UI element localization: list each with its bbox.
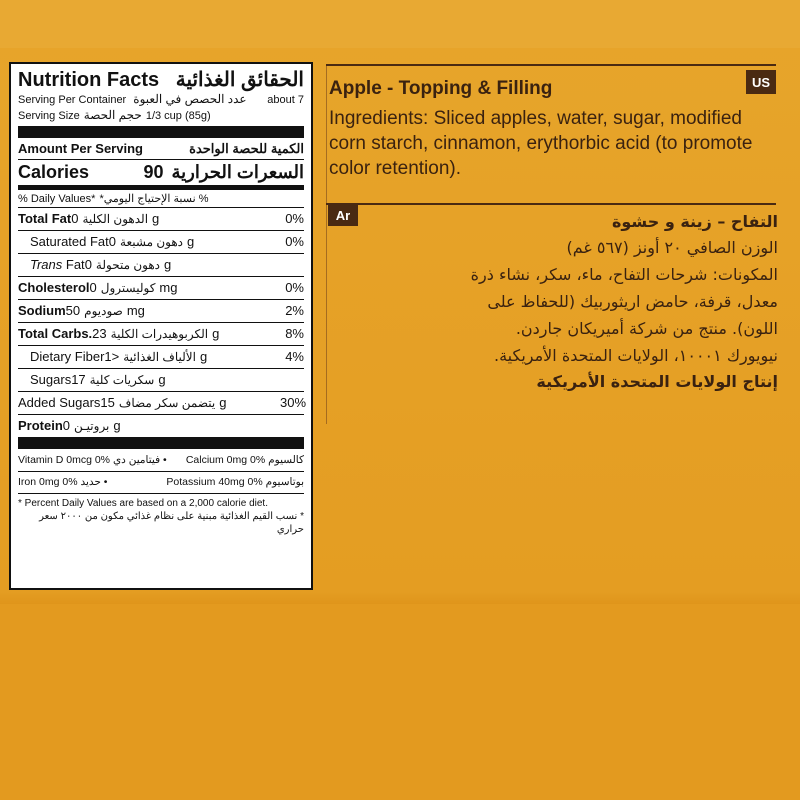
arabic-divider: [326, 203, 776, 205]
serving-size-value: 1/3 cup (85g): [145, 110, 211, 122]
footnote: [18, 494, 304, 536]
calories-row: [18, 160, 304, 184]
nutrient-label-ar: يتضمن سكر مضاف: [118, 396, 216, 410]
nutrient-row-sugars: [18, 368, 304, 391]
nutrient-label-ar: الدهون الكلية: [82, 212, 149, 226]
serving-size-label-ar: حجم الحصة: [83, 108, 142, 122]
medium-divider: [18, 185, 304, 190]
nutrient-label-en: Dietary Fiber: [30, 349, 105, 364]
nutrient-label-ar: دهون متحولة: [95, 258, 161, 272]
calories-label-ar: السعرات الحرارية: [171, 162, 304, 182]
amount-label-ar: الكمية للحصة الواحدة: [189, 141, 304, 156]
nutrition-title-en: Nutrition Facts: [18, 69, 160, 91]
calcium-ar: كالسيوم: [268, 454, 304, 466]
nutrient-label-en: Sodium: [18, 303, 66, 318]
arabic-line: معدل، قرفة، حامض اريثوربيك (للحفاظ على: [487, 292, 778, 311]
nutrient-percent: 30%: [280, 395, 307, 410]
nutrient-percent: 0%: [285, 211, 304, 226]
nutrient-row-total-fat: [18, 207, 304, 230]
serving-size-label-en: Serving Size: [18, 110, 80, 122]
nutrient-row-cholesterol: [18, 276, 304, 299]
nutrient-row-protein: [18, 414, 304, 437]
nutrient-percent: 2%: [285, 303, 304, 318]
nutrient-label-ar: الألياف الغذائية: [123, 350, 196, 364]
footnote-ar: * نسب القيم الغذائية مبنية على نظام غذائي مكون من ٢٠٠٠ سعر حراري: [39, 511, 304, 535]
vitamin-d-ar: فيتامين دي: [112, 454, 161, 466]
servings-value: about 7: [267, 94, 304, 106]
arabic-line: نيويورك ١٠٠٠١، الولايات المتحدة الأمريكية.: [493, 346, 778, 365]
product-title-ar: التفاح – زينة و حشوة: [611, 212, 778, 231]
potassium: Potassium 40mg 0%: [166, 476, 263, 488]
amount-label-en: Amount Per Serving: [18, 141, 143, 156]
nutrient-amount: 15g: [100, 395, 227, 410]
servings-label-ar: عدد الحصص في العبوة: [133, 92, 247, 106]
nutrient-percent: 8%: [285, 326, 304, 341]
nutrient-amount: 23g: [92, 326, 220, 341]
nutrient-amount: 0mg: [89, 280, 178, 295]
nutrient-amount: 0g: [62, 418, 121, 433]
calories-label-en: Calories: [18, 162, 90, 182]
arabic-line: المكونات: شرحات التفاح، ماء، سكر، نشاء ذرة: [470, 265, 778, 284]
nutrient-row-added-sugars: [18, 391, 307, 414]
nutrient-label-ar: صوديوم: [84, 304, 123, 318]
servings-row: [18, 92, 304, 108]
footnote-en: * Percent Daily Values are based on a 2,000 calorie diet.: [18, 498, 268, 509]
nutrient-row-sodium: [18, 299, 304, 322]
potassium-ar: بوتاسيوم: [265, 476, 304, 488]
product-title-en: Apple - Topping & Filling: [329, 78, 553, 99]
nutrient-row-dietary-fiber: [18, 345, 304, 368]
nutrient-amount: 0g: [84, 257, 172, 272]
nutrient-percent: 0%: [285, 234, 304, 249]
made-in-ar: إنتاج الولايات المتحدة الأمريكية: [536, 372, 778, 391]
us-badge: US: [746, 70, 776, 94]
dv-label-en: % Daily Values*: [18, 193, 96, 205]
nutrient-label-ar: سكريات كلية: [89, 373, 155, 387]
nutrition-facts-panel: [9, 62, 313, 590]
arabic-section: [338, 210, 778, 395]
ingredients-en: Ingredients: Sliced apples, water, sugar, modified corn starch, cinnamon, erythorbic acid (to promote color retention).: [329, 108, 753, 179]
nutrient-label-ar: دهون مشبعة: [120, 235, 184, 249]
calories-value: 90: [143, 162, 164, 182]
arabic-line: الوزن الصافي ٢٠ أونز (٥٦٧ غم): [566, 238, 778, 257]
daily-values-header: [18, 191, 304, 207]
nutrient-amount: 0g: [71, 211, 160, 226]
iron: Iron 0mg 0%: [18, 476, 78, 488]
nutrition-title-ar: الحقائق الغذائية: [175, 69, 304, 91]
nutrient-label-en: Saturated Fat: [30, 234, 109, 249]
nutrient-percent: 4%: [285, 349, 304, 364]
arabic-line: اللون). منتج من شركة أميريكان جاردن.: [515, 319, 778, 338]
nutrient-amount: 17g: [71, 372, 166, 387]
nutrient-row-total-carbs: [18, 322, 304, 345]
nutrient-label-ar: كوليسترول: [100, 281, 156, 295]
vertical-separator: [326, 64, 327, 424]
ar-badge: Ar: [328, 204, 358, 226]
nutrient-row-saturated-fat: [18, 230, 304, 253]
vitamin-d: Vitamin D 0mcg 0%: [18, 454, 111, 466]
nutrient-label-ar: بروتيـن: [74, 419, 110, 433]
thick-divider: [18, 126, 304, 138]
nutrient-label-en: Trans: [30, 257, 63, 272]
nutrition-title-row: [18, 68, 304, 92]
background-band-bottom: [0, 604, 800, 800]
top-divider: [326, 64, 776, 66]
nutrient-percent: 0%: [285, 280, 304, 295]
vitamin-row-1: Vitamin D 0mcg 0% فيتامين دي • Calcium 0mg 0% كالسيوم: [18, 454, 304, 466]
nutrient-label-en: Added Sugars: [18, 395, 101, 410]
iron-ar: حديد: [80, 476, 101, 488]
nutrient-label-en: Total Fat: [18, 211, 72, 226]
nutrient-label-en: Total Carbs.: [18, 326, 93, 341]
background-band-top: [0, 0, 800, 48]
servings-label-en: Serving Per Container: [18, 94, 127, 106]
nutrient-label-en: Cholesterol: [18, 280, 90, 295]
vitamin-row-2: Iron 0mg 0% حديد • Potassium 40mg 0% بوتاسيوم: [18, 471, 304, 493]
nutrient-amount: 0g: [108, 234, 195, 249]
calcium: Calcium 0mg 0%: [185, 454, 266, 466]
nutrient-amount: <1g: [104, 349, 208, 364]
dv-label-ar: *نسبة الإحتياج اليومي %: [99, 193, 209, 205]
nutrient-amount: 50mg: [65, 303, 145, 318]
nutrient-label-en-suffix: Fat: [65, 257, 85, 272]
nutrient-row-trans-fat: [18, 253, 304, 276]
nutrient-label-en: Sugars: [30, 372, 72, 387]
serving-size-row: [18, 108, 304, 124]
thick-divider-bottom: [18, 437, 304, 449]
nutrient-label-en: Protein: [18, 418, 63, 433]
amount-per-serving-row: [18, 139, 304, 159]
nutrient-label-ar: الكربوهيدرات الكلية: [110, 327, 209, 341]
